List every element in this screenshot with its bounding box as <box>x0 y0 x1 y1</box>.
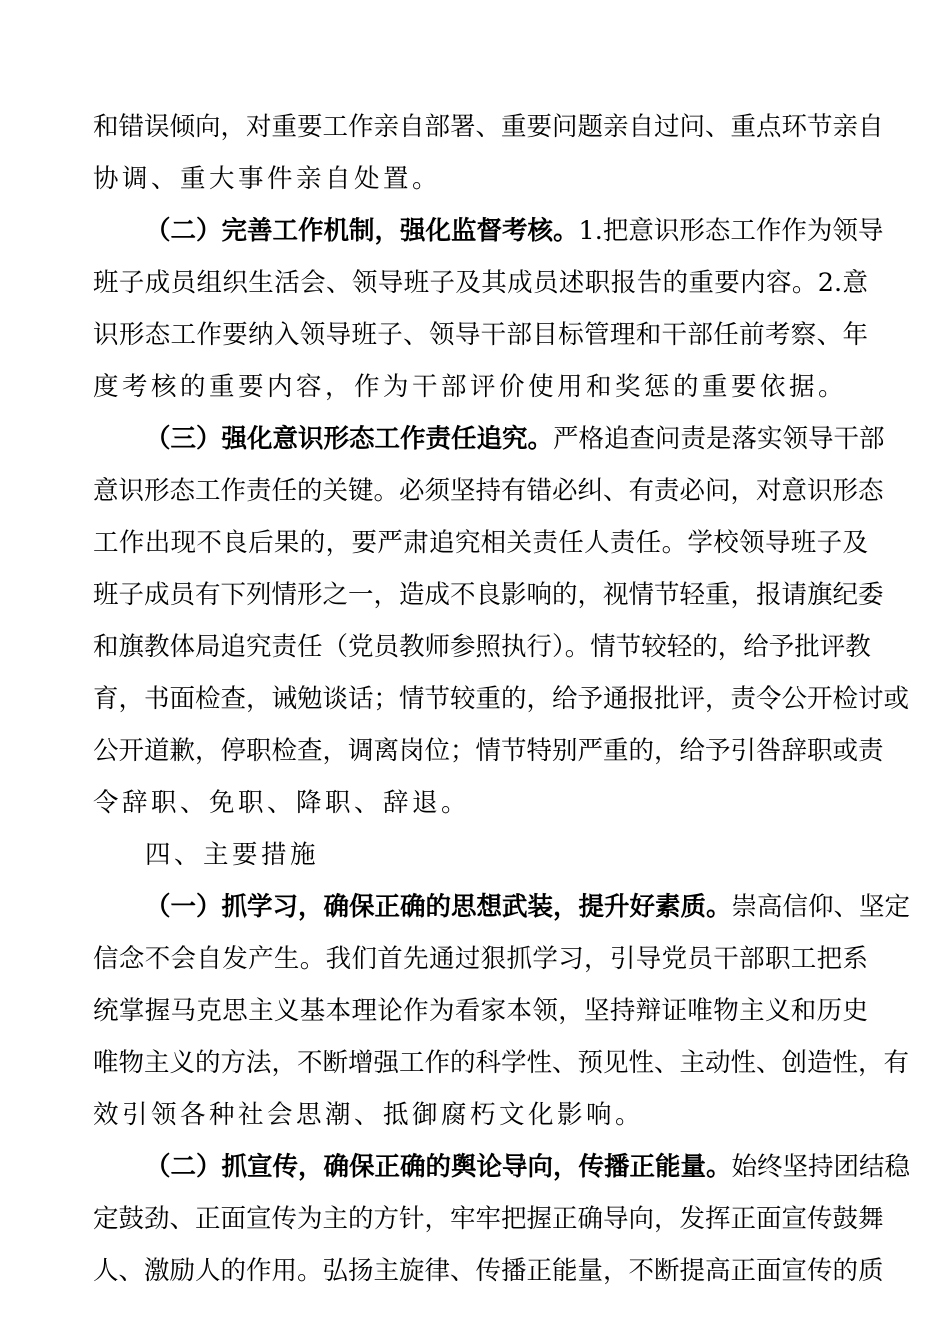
text-line: 定鼓劲、正面宣传为主的方针，牢牢把握正确导向，发挥正面宣传鼓舞 <box>93 1204 884 1234</box>
text-line: 识形态工作要纳入领导班子、领导干部目标管理和干部任前考察、年 <box>93 320 868 350</box>
text-line: 信念不会自发产生。我们首先通过狠抓学习，引导党员干部职工把系 <box>93 944 868 974</box>
text-line: 班子成员有下列情形之一，造成不良影响的，视情节轻重，报请旗纪委 <box>93 580 884 610</box>
text-line: 令辞职、免职、降职、辞退。 <box>93 788 471 818</box>
text-line: 唯物主义的方法，不断增强工作的科学性、预见性、主动性、创造性，有 <box>93 1048 910 1078</box>
text-line: 和错误倾向，对重要工作亲自部署、重要问题亲自过问、重点环节亲自 <box>93 112 884 142</box>
section-heading-line: （二）抓宣传，确保正确的舆论导向，传播正能量。始终坚持团结稳 <box>145 1152 911 1182</box>
section-heading-line: （三）强化意识形态工作责任追究。严格追查问责是落实领导干部 <box>145 424 885 454</box>
text-line: 协调、重大事件亲自处置。 <box>93 164 442 194</box>
chapter-heading: 四、主要措施 <box>145 840 320 870</box>
section-heading-line: （二）完善工作机制，强化监督考核。1.把意识形态工作作为领导 <box>145 216 884 246</box>
text-line: 和旗教体局追究责任（党员教师参照执行）。情节较轻的，给予批评教 <box>93 632 871 662</box>
text-line: 工作出现不良后果的，要严肃追究相关责任人责任。学校领导班子及 <box>93 528 868 558</box>
text-line: 公开道歉，停职检查，调离岗位；情节特别严重的，给予引咎辞职或责 <box>93 736 884 766</box>
text-line: 育，书面检查，诫勉谈话；情节较重的，给予通报批评，责令公开检讨或 <box>93 684 910 714</box>
text-line: 人、激励人的作用。弘扬主旋律、传播正能量，不断提高正面宣传的质 <box>93 1256 884 1286</box>
text-line: 意识形态工作责任的关键。必须坚持有错必纠、有责必问，对意识形态 <box>93 476 884 506</box>
section-heading: （三）强化意识形态工作责任追究。 <box>145 424 554 454</box>
section-heading: （一）抓学习，确保正确的思想武装，提升好素质。 <box>145 892 732 922</box>
section-heading: （二）抓宣传，确保正确的舆论导向，传播正能量。 <box>145 1152 732 1182</box>
text-line: 班子成员组织生活会、领导班子及其成员述职报告的重要内容。2.意 <box>93 268 868 298</box>
section-heading-line: （一）抓学习，确保正确的思想武装，提升好素质。崇高信仰、坚定 <box>145 892 911 922</box>
section-heading: （二）完善工作机制，强化监督考核。 <box>145 216 579 246</box>
text-line: 度考核的重要内容，作为干部评价使用和奖惩的重要依据。 <box>93 372 848 402</box>
text-line: 效引领各种社会思潮、抵御腐朽文化影响。 <box>93 1100 645 1130</box>
text-line: 统掌握马克思主义基本理论作为看家本领，坚持辩证唯物主义和历史 <box>93 996 868 1026</box>
